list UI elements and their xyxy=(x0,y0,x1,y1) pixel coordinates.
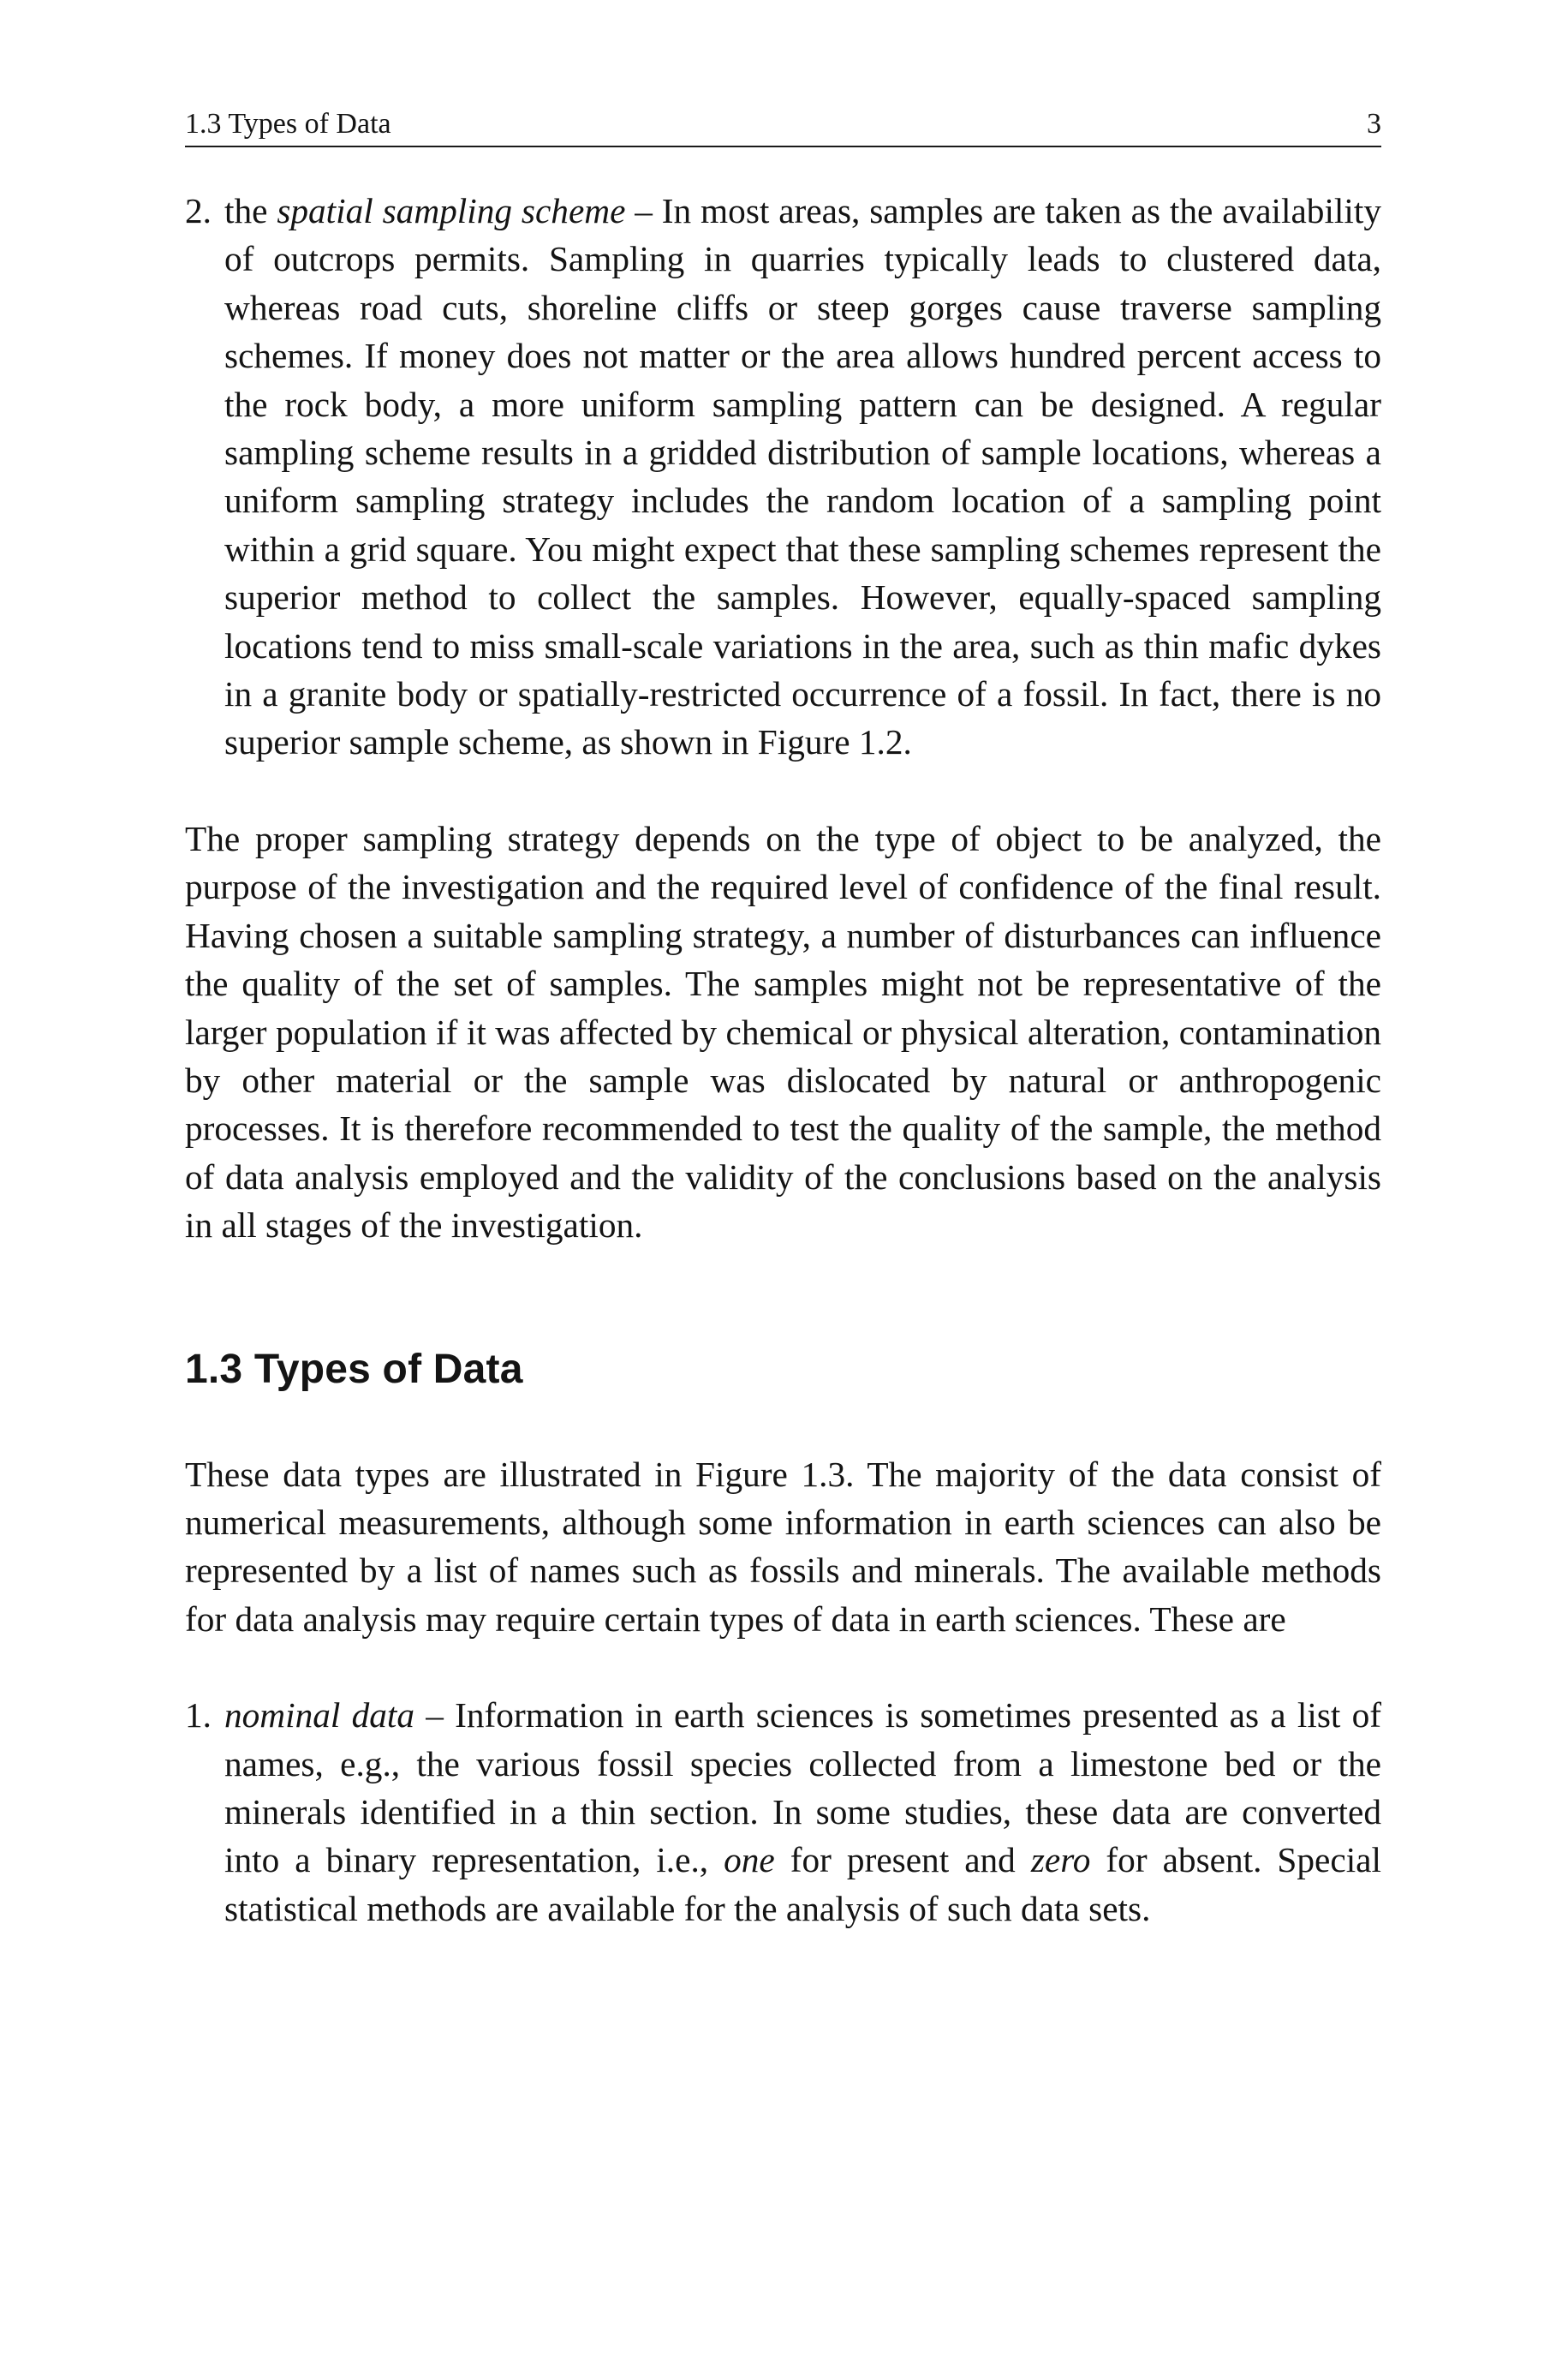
list-text: – In most areas, samples are taken as the availability of outcrops permits. Sampling in quarries typically leads to clustered data, whereas road cuts, shoreline cliffs or steep gorges cause traverse sampling schemes. If money does not matter or the area allows hundred percent access to the rock body, a more uniform sampling pattern can be designed. A regular sampling scheme results in a gridded distribution of sample locations, whereas a uniform sampling strategy includes the random location of a sampling point within a grid square. You might expect that these sampling schemes represent the superior method to collect the samples. However, equally-spaced sampling locations tend to miss small-scale variations in the area, such as thin mafic dykes in a granite body or spatially-restricted occurrence of a fossil. In fact, there is no superior sample scheme, as shown in Figure 1.2. xyxy=(224,191,1381,762)
book-page xyxy=(185,0,1381,2378)
section-heading: 1.3 Types of Data xyxy=(185,1346,523,1392)
body-text xyxy=(185,187,1381,1933)
list-text: for absent. Special statistical methods are available for the analysis of such data sets. xyxy=(224,1840,1381,1928)
emphasis-zero: zero xyxy=(1030,1840,1091,1880)
data-types-list xyxy=(185,1691,1381,1933)
list-item-nominal-data xyxy=(185,1691,1381,1933)
paragraph-section-intro: These data types are illustrated in Figure 1.3. The majority of the data consist of numerical measurements, although some information in earth sciences can also be represented by a list of names such as fossils and minerals. The available methods for data analysis may require certain types of data in earth sciences. These are xyxy=(185,1454,1381,1639)
running-head xyxy=(185,103,1381,147)
list-term: spatial sampling scheme xyxy=(277,191,626,230)
sampling-list xyxy=(185,187,1381,767)
running-title: 1.3 Types of Data xyxy=(185,108,391,140)
list-term: nominal data xyxy=(224,1695,415,1736)
list-item-spatial-sampling-scheme xyxy=(185,187,1381,767)
list-number: 1. xyxy=(185,1695,212,1736)
paragraph-sampling-strategy: The proper sampling strategy depends on the type of object to be analyzed, the purpose of the investigation and the required level of confidence of the final result. Having chosen a suitable sampling strategy, a number of disturbances can influence the quality of the set of samples. The samples might not be representative of the larger population if it was affected by chemical or physical alteration, contamination by other material or the sample was dislocated by natural or anthropogenic processes. It is therefore recommended to test the quality of the sample, the method of data analysis employed and the validity of the conclusions based on the analysis in all stages of the investigation. xyxy=(185,818,1381,1246)
list-text: for present and xyxy=(774,1840,1031,1880)
page-number: 3 xyxy=(1367,108,1381,140)
list-text: – Information in earth sciences is sometimes presented as a list of names, e.g., the various fossil species collected from a limestone bed or the minerals identified in a thin section. In some studies, these data are converted into a binary representation, i.e., xyxy=(224,1695,1382,1880)
list-number: 2. xyxy=(185,191,212,230)
emphasis-one: one xyxy=(724,1840,775,1880)
list-lead: the xyxy=(224,191,277,230)
